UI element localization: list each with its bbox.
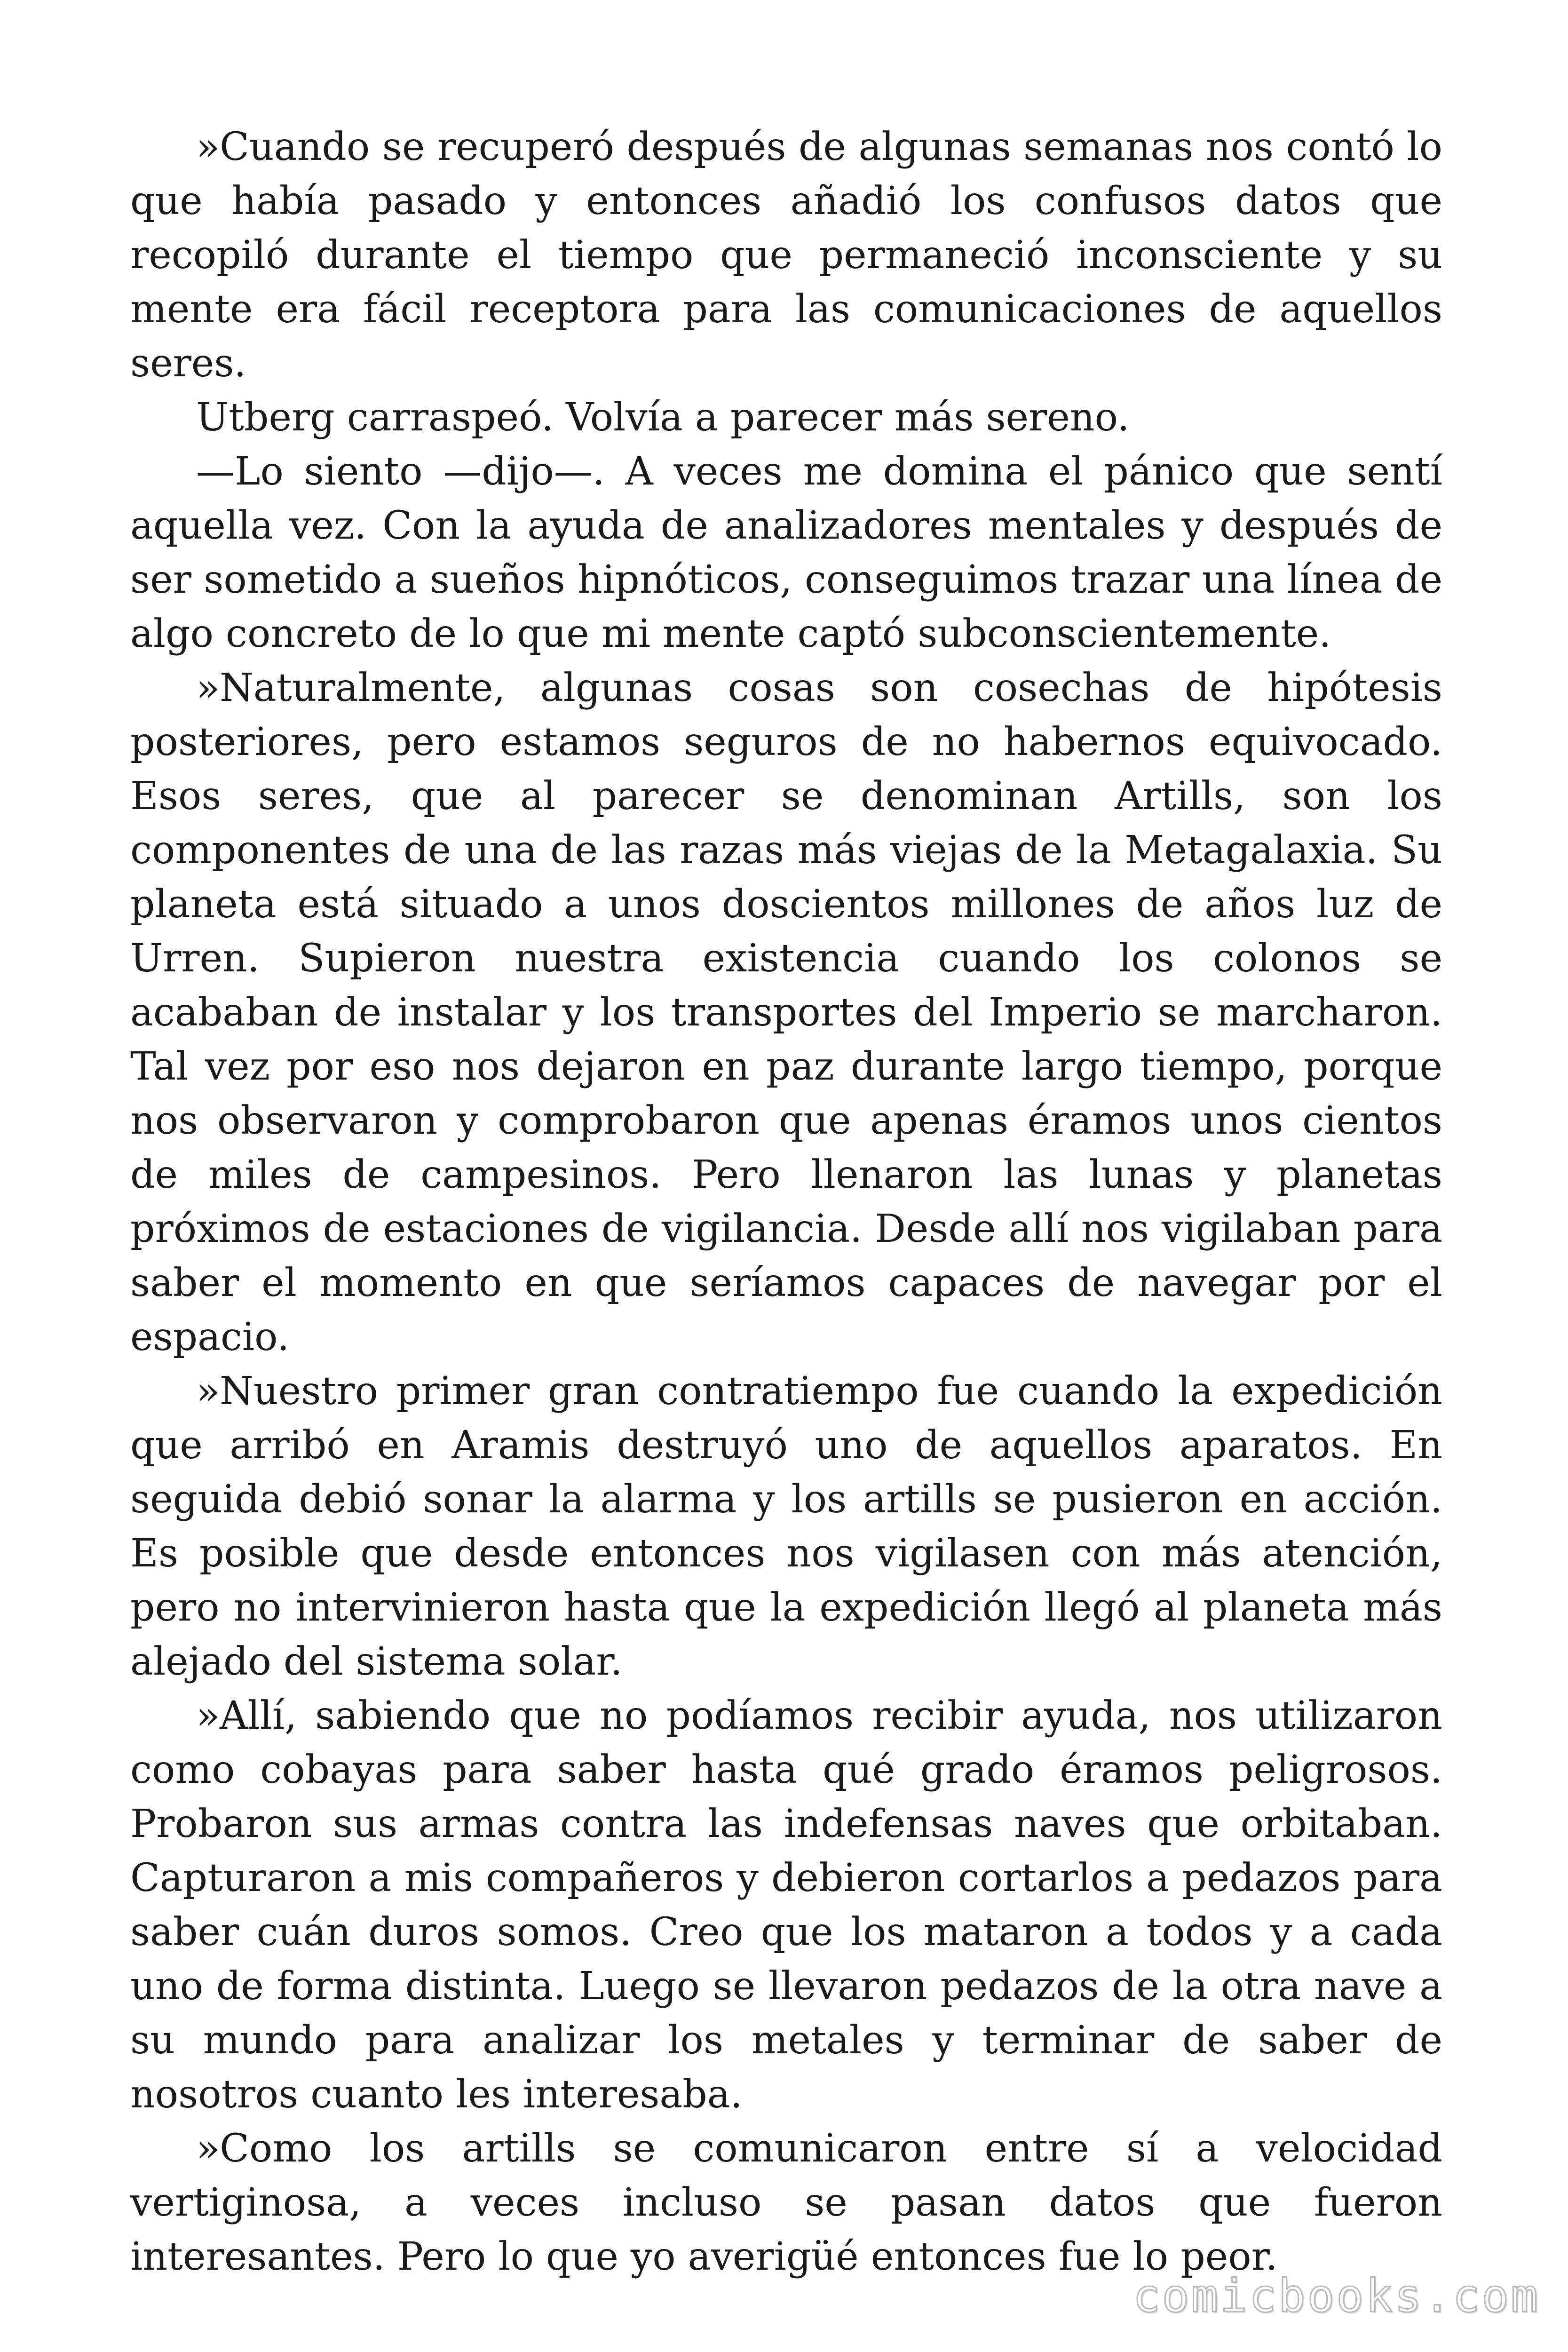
paragraph-4: »Naturalmente, algunas cosas son cosechas de hipótesis posteriores, pero estamos seguros de no habernos equivocado. Esos seres, que al parecer se denominan Artills, son los componentes de una de las razas más viejas de la Metagalaxia. Su planeta está situado a unos doscientos millones de años luz de Urren. Supieron nuestra existencia cuando los colonos se acababan de instalar y los transportes del Imperio se marcharon. Tal vez por eso nos dejaron en paz durante largo tiempo, porque nos observaron y comprobaron que apenas éramos unos cientos de miles de campesinos. Pero llenaron las lunas y planetas próximos de estaciones de vigilancia. Desde allí nos vigilaban para saber el momento en que seríamos capaces de navegar por el espacio.	[130, 666, 1442, 1359]
paragraph-6: »Allí, sabiendo que no podíamos recibir ayuda, nos utilizaron como cobayas para saber hasta qué grado éramos peligrosos. Probaron sus armas contra las indefensas naves que orbitaban. Capturaron a mis compañeros y debieron cortarlos a pedazos para saber cuán duros somos. Creo que los mataron a todos y a cada uno de forma distinta. Luego se llevaron pedazos de la otra nave a su mundo para analizar los metales y terminar de saber de nosotros cuanto les interesaba.	[130, 1693, 1442, 2117]
paragraph-3: —Lo siento —dijo—. A veces me domina el pánico que sentí aquella vez. Con la ayuda de analizadores mentales y después de ser sometido a sueños hipnóticos, conseguimos trazar una línea de algo concreto de lo que mi mente captó subconscientemente.	[130, 449, 1442, 656]
paragraph-5: »Nuestro primer gran contratiempo fue cuando la expedición que arribó en Aramis destruyó uno de aquellos aparatos. En seguida debió sonar la alarma y los artills se pusieron en acción. Es posible que desde entonces nos vigilasen con más atención, pero no intervinieron hasta que la expedición llegó al planeta más alejado del sistema solar.	[130, 1369, 1442, 1684]
paragraph-2: Utberg carraspeó. Volvía a parecer más sereno.	[196, 395, 1130, 440]
body-text	[130, 120, 1442, 2284]
paragraph-1: »Cuando se recuperó después de algunas semanas nos contó lo que había pasado y entonces añadió los confusos datos que recopiló durante el tiempo que permaneció inconsciente y su mente era fácil receptora para las comunicaciones de aquellos seres.	[130, 125, 1442, 386]
paragraph-7: »Como los artills se comunicaron entre sí a velocidad vertiginosa, a veces incluso se pasan datos que fueron interesantes. Pero lo que yo averigüé entonces fue lo peor.	[130, 2126, 1442, 2279]
watermark: comicbooks.com	[1132, 2270, 1540, 2322]
